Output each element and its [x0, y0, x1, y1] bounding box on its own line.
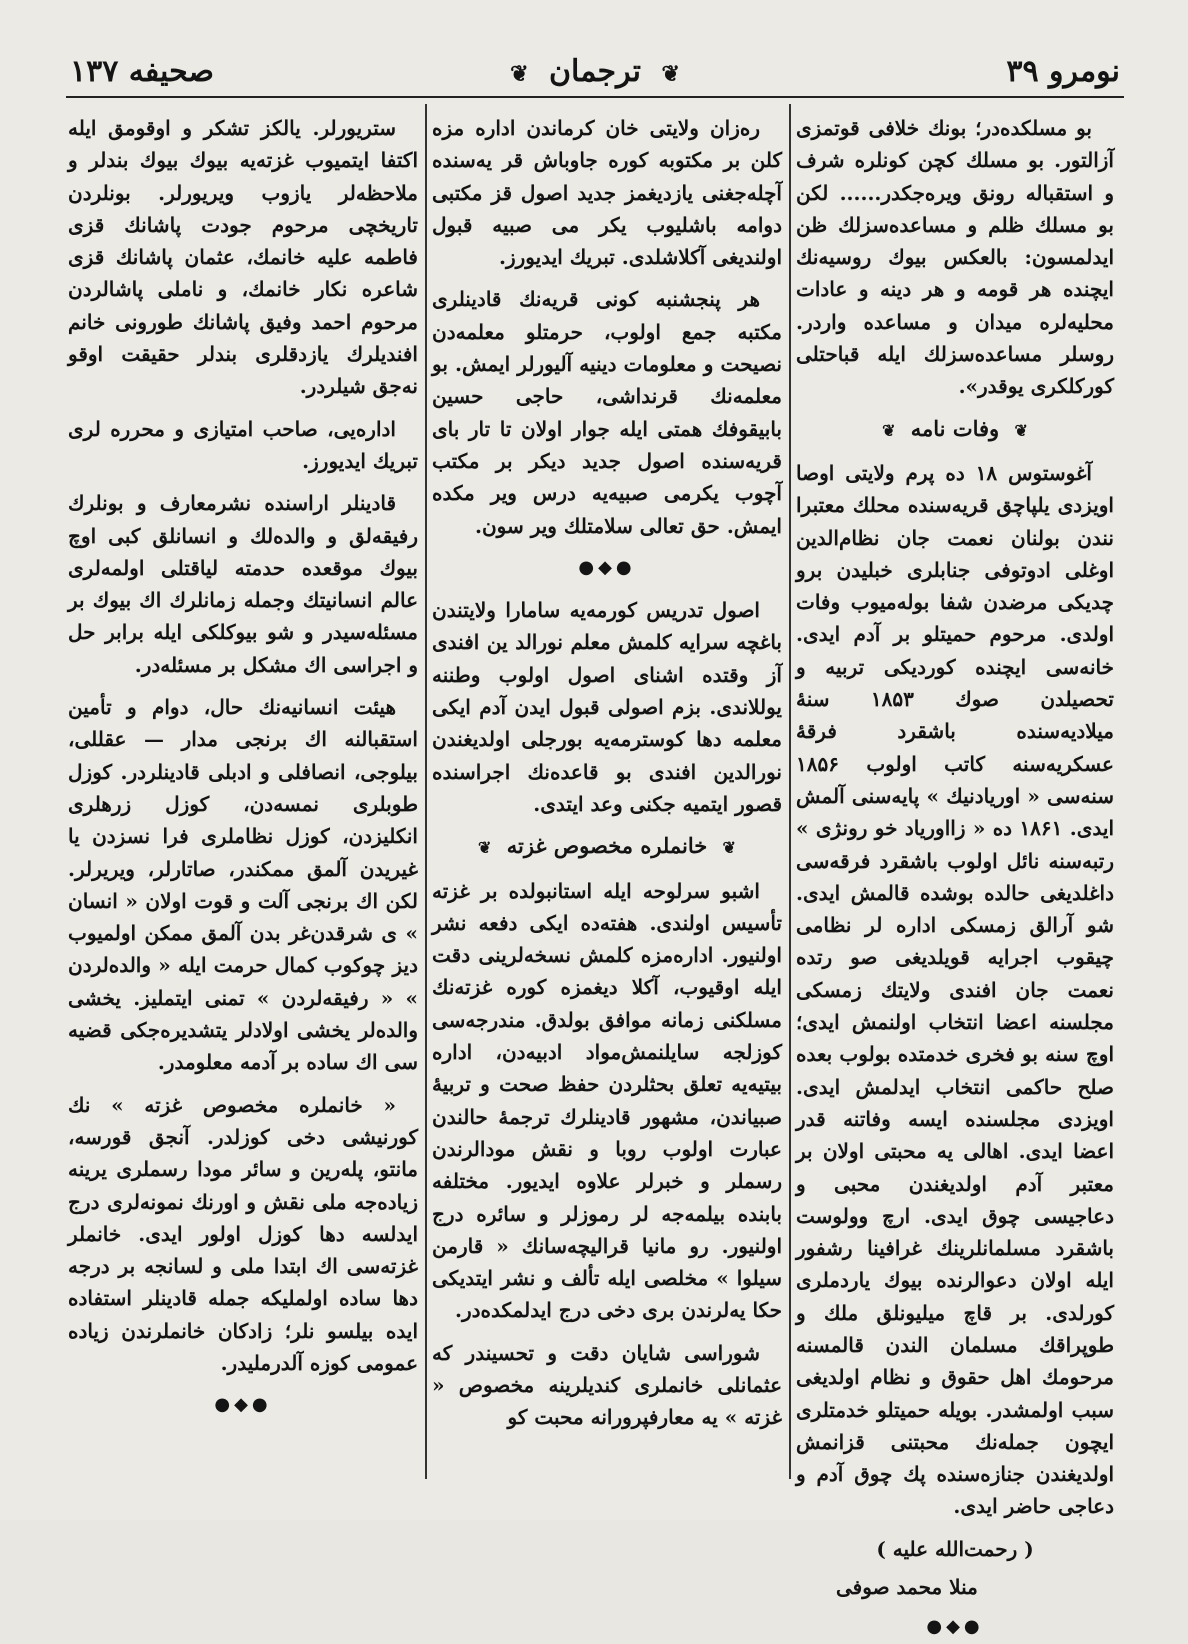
paragraph: بو مسلكده‌در؛ بونك خلافى قوتمزى آزا‌لتور. بو مسلك كچن كونلره شرف و استقباله رونق ويره‌جكدر...... لكن بو مسلك ظلم و مساعده‌سزلك ظن ايدلمسون: بالعكس بيوك روسيه‌نك ايچنده هر قومه و هر دينه و عادات محليه‌لره ميدان و مساعده واردر. روسلر مساعده‌سزلك ايله قباحتلى كوركلكرى يوقدر».: [796, 116, 1114, 399]
paragraph: هيئت انسانيه‌نك حال، دوام و تأمين استقبالنه اك برنجى مدار — عقللى، بيلوجى، انصافلى و ادبلى قادينلردر. كوزل طوبلرى نمسه‌دن، كوزل زر‌هلرى انكليزدن، كوزل نظاملرى فرا نسزدن يا غيريدن آلمق ممكندر، صا‌تارلر، ويريرلر. لكن اك برنجى آلت و قوت اولان « انسان » ى شرقدن‌غر بدن آلمق ممكن اولميوب ديز چو‌كوب كمال حرمت ايله « والده‌لردن » « رفيقه‌لردن » تمنى ايتمليز. يخشى وا‌لده‌لر يخشى اولادلر يتشديره‌جكى قضيه سى اك ساده بر آدمه معلومدر.: [68, 695, 418, 1075]
ornament-icon: ❦: [478, 838, 492, 858]
column-middle: [432, 112, 782, 1462]
section-heading: [432, 830, 782, 864]
paragraph: قادينلر اراسنده نشرمعارف و بونلرك رفيقه‌لق و والده‌لك و انسانلق كبى اوچ بيوك موقعده حدمته لياقتلى او‌لمه‌لرى عالم انسانيتك وجمله زمانلرك اك بيوك بر مسئله‌سيدر و شو بيوكلكى ايله برابر حل و اجراسى اك مشكل بر مسئله‌در.: [68, 491, 418, 677]
column-separator: [789, 104, 791, 1479]
paragraph: هر پنجشنبه كونى قريه‌نك قادينلرى مكتبه جمع اولوب، حرمتلو معلمه‌دن نصيحت و معلومات دينيه آليورلر ايمش. بو معلمه‌نك قرنداشى، حاجى حسين بابيقوفك همتى ايله جوار اولان تا تار باى قريه‌سنده اصول جديد ديكر بر مكتب آچوب يكرمى صبيه‌يه درس وير مكده ايمش. حق تعالى سلامتلك وير سون.: [432, 287, 782, 538]
newspaper-title: ترجمان: [549, 54, 641, 89]
section-divider: ●◆●: [926, 1616, 984, 1638]
paragraph: « خانملره مخصوص غزته » نك كورنيشى دخى كوزلدر. آنجق قورسه، مانتو، پله‌رين و سائر مودا رسملرى يرينه زياده‌جه ملى نقش و اورنك نمونه‌لرى درج ايدلسه دها كوزل او‌لور ايدى. خانملر غزته‌سى اك ابتدا ملى و لسانجه بر درجه دها ساده او‌لمليكه جمله قادينلر استفاده ايده بيلسو نلر؛ زادكان خانملرندن زياده عمو‌مى كوزه آلدرمليدر.: [68, 1092, 418, 1375]
column-separator: [425, 104, 427, 1479]
issue-number: نومرو ۳۹: [1006, 54, 1120, 89]
ornament-icon: ❦: [1014, 420, 1028, 440]
obituary-heading: [796, 413, 1114, 447]
paragraph: اصول تدريس كورمه‌يه سامارا ولا‌يتندن باغچه سرايه كلمش معلم نورالد ين افندى آز وقتده اشناى اصول او‌لوب وطننه يوللاندى. بزم اصولى قبول ايدن آدم ايكى معلمه دها كوسترمه‌يه بورجلى اولديغندن نورالدين افندى بو قاعده‌نك اجراسنده قصور ايتميه جكنى وعد ايتدى.: [432, 598, 782, 816]
ornament-icon: ❦: [882, 420, 896, 440]
ornament-icon: ❦: [510, 61, 529, 87]
ornament-icon: ❦: [661, 61, 680, 87]
paragraph: ره‌زان ولايتى خان كرماندن اداره مزه كلن بر مكتوبه كوره جاوباش قر يه‌سنده آچله‌جغنى يازديغمز جديد اصول قز مكتبى دوامه باشليوب يكر مى صبيه قبول اولنديغى آكلاشلدى. تبريك ايديورز.: [432, 116, 782, 270]
paragraph: اداره‌يى، صاحب امتيازى و محرره لرى تبريك ايديورز.: [68, 416, 418, 473]
ornament-icon: ❦: [722, 838, 736, 858]
page-number: صحيفه ۱۳۷: [70, 54, 214, 89]
column-left: [68, 112, 418, 1462]
header-rule: [66, 96, 1124, 98]
paragraph: اشبو سرلوحه ايله استانبولده بر غز‌ته تأسيس اولندى. هفته‌ده ايكى دفعه نشر اولنيور. اداره‌مزه كلمش نسخه‌لر‌ينى دقت ايله اوقيوب، آكلا ديغمزه كوره غزته‌نك مسلكنى زمانه موافق بولدق. مندرجه‌سى كو‌زلجه سايلنمش‌مواد ادبيه‌دن، اداره بيتيه‌يه تعلق بحثلردن حفظ صحت و تربيهٔ صبياندن، مشهور قادينلرك ترجمهٔ حالندن عبارت اولوب روبا و نقش مودالرندن رسملر و خبرلر علا‌وه ايديور. مختلفه بابنده بيلمه‌جه لر رموزلر و سائره درج اولنيور. رو مانيا قراليچه‌سانك « قارمن سيلوا » مخلصى ايله تألف و نشر ايتديكى حكا يه‌لرندن برى دخى درج ايدلمكده‌در.: [432, 878, 782, 1323]
heading-text: خانملره مخصوص غزته: [506, 833, 708, 859]
column-right: [796, 112, 1115, 1638]
author-signature: منلا محمد صوفى: [836, 1575, 978, 1600]
prayer-line: ( رحمت‌الله عليه ): [876, 1536, 1034, 1561]
section-divider: ●◆●: [578, 556, 636, 578]
paragraph: آغوستوس ۱۸ ده پرم ولايتى اوصا اويزدى يلپاچق قريه‌سنده محلك معتبرا نندن بولنان نعمت جان نظام‌الدين اوغلى ادوتوفى جنابلرى خبليدن برو چديكى مرضدن شفا بوله‌ميوب وفات اولدى. مرحوم حميتلو بر آدم ايدى. خانه‌سى ايچنده كورديكى تربيه و تحصيلدن صوك ۱۸۵۳ سنهٔ ميلاديه‌سنده باشقرد فرقهٔ عسكريه‌سنه كاتب اولوب ۱۸۵۶ سنه‌سى « اوريادنيك » پايه‌سنى آلمش ايدى. ۱۸۶۱ ده « زااورياد خو رونژى » رتبه‌سنه نائل اولوب باشقرد فرقه‌سى داغلديغى حالده بوشده قا‌لمش ايدى. شو آرالق زمسكى اداره لر نظامى چيقوب اجرايه قويلديغى صو رتده نعمت جان افندى ولايتك زمسكى مجلسنه اعضا انتخاب اولنمش ايدى؛ اوچ سنه بو فخرى خدمتده بولوب بعده صلح حاكمى انتخاب ايدلمش ايدى. اويزدى مجلسنده ايسه وفاتنه قدر اعضا ايدى. اهالى يه محبتى اولان بر معتبر آدم اولديغندن محبى و دعا‌جيسى چوق ايدى. ارچ وولوست باشقرد مسلمانلرينك غرافينا رشفور ايله اولان دعوالرنده بيوك ياردملرى كورلدى. بر قاچ ميليونلق ملك و طوپراقك مسلمان الندن قالمسنه مرحومك اهل حقوق و نظام اولديغى سبب اولمشدر. بويله حميتلو خد‌متلرى ايچون جمله‌نك محبتنى قزا‌نمش اولديغندن جنازه‌سنده پك چوق آدم و دعاجى حاضر ايدى.: [796, 460, 1115, 1519]
heading-text: وفات نامه: [910, 415, 1000, 441]
section-divider: ●◆●: [214, 1394, 272, 1416]
paragraph: ستريورلر. يالكز تشكر و اوقومق ايله اكتفا ايتميوب غزته‌يه بيوك بيوك بندلر و ملاحظه‌لر يازوب وير‌يورلر. بونلردن تاريخچى مرحوم جودت پاشانك قزى فاطمه عليه خا‌نمك، عثمان پاشانك قزى شاعره نكار خانمك، و ناملى پاشالردن مرحوم احمد وفيق پاشانك طورونى خانم افنديلرك يازدقلرى بندلر حقيقت اوقو نه‌جق شيلردر.: [68, 116, 418, 399]
page-header: [70, 48, 1120, 94]
masthead: [70, 54, 1120, 89]
paragraph: شوراسى شايان دقت و تحسيندر كه عثمانلى خانملرى كنديلرينه مخصوص « غزته » يه معارفپرورانه محبت كو‌: [432, 1340, 782, 1430]
